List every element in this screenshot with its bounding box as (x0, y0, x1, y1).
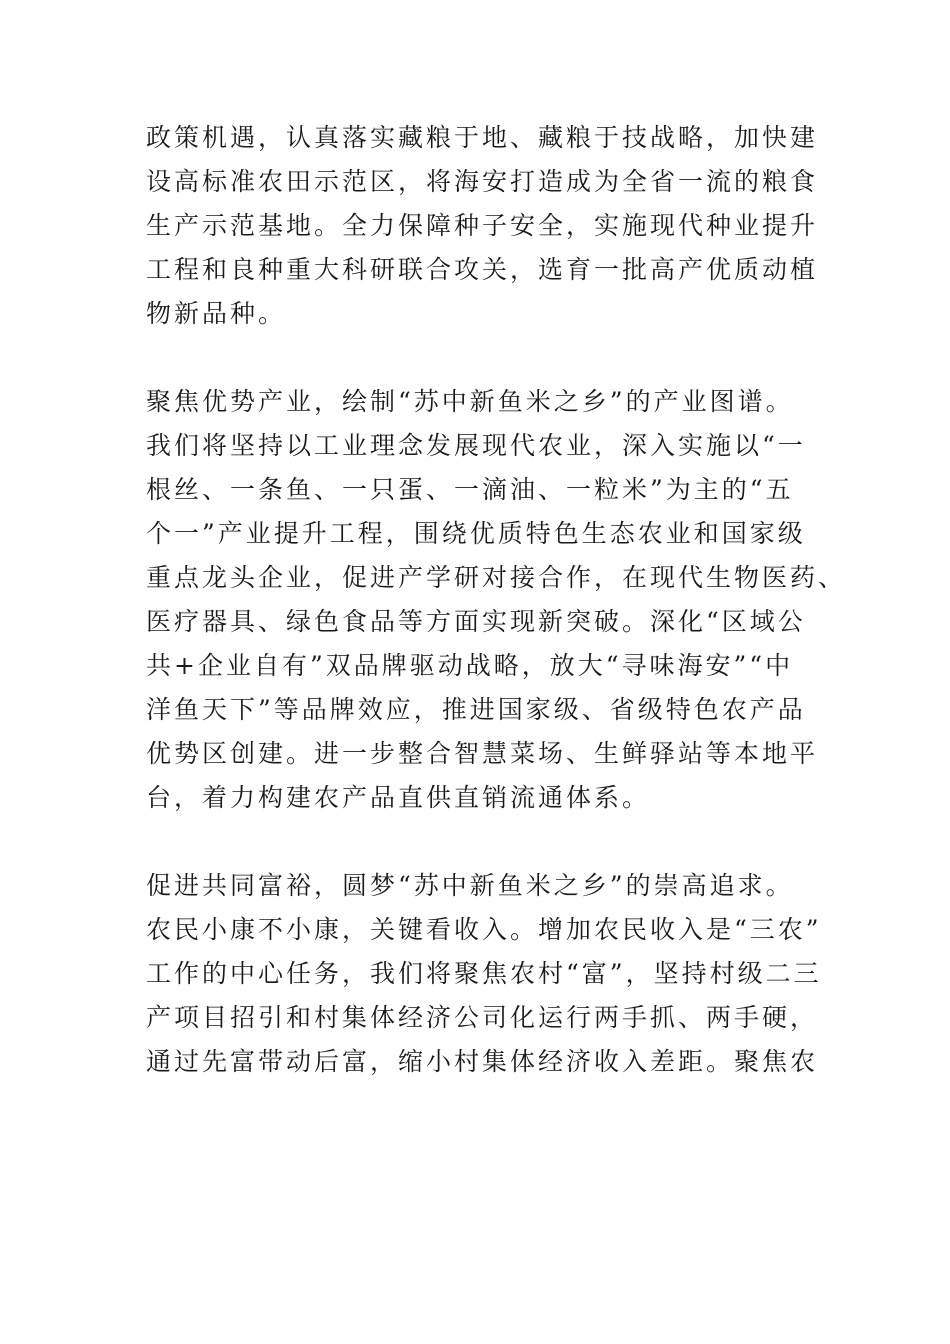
paragraph-grain-policy (146, 116, 819, 336)
text-line: 生产示范基地。全力保障种子安全，实施现代种业提升 (146, 211, 819, 240)
text-line: 我们将坚持以工业理念发展现代农业，深入实施以“一 (146, 431, 806, 460)
text-line: 农民小康不小康，关键看收入。增加农民收入是“三农” (146, 915, 822, 944)
text-line: 优势区创建。进一步整合智慧菜场、生鲜驿站等本地平 (146, 739, 819, 768)
paragraph-advantage-industry (146, 380, 847, 820)
document-body (146, 116, 847, 1128)
text-line: 根丝、一条鱼、一只蛋、一滴油、一粒米”为主的“五 (146, 475, 794, 504)
text-line: 重点龙头企业，促进产学研对接合作，在现代生物医药、 (146, 563, 847, 592)
text-line: 工程和良种重大科研联合攻关，选育一批高产优质动植 (146, 255, 819, 284)
text-line: 聚焦优势产业，绘制“苏中新鱼米之乡”的产业图谱。 (146, 387, 794, 416)
text-line: 促进共同富裕，圆梦“苏中新鱼米之乡”的崇高追求。 (146, 871, 794, 900)
text-line: 工作的中心任务，我们将聚焦农村“富”，坚持村级二三 (146, 959, 822, 988)
text-line: 个一”产业提升工程，围绕优质特色生态农业和国家级 (146, 519, 806, 548)
text-line: 产项目招引和村集体经济公司化运行两手抓、两手硬， (146, 1003, 819, 1032)
text-line: 医疗器具、绿色食品等方面实现新突破。深化“区域公 (146, 607, 806, 636)
text-line: 政策机遇，认真落实藏粮于地、藏粮于技战略，加快建 (146, 123, 819, 152)
text-line: 洋鱼天下”等品牌效应，推进国家级、省级特色农产品 (146, 695, 806, 724)
paragraph-common-prosperity (146, 864, 822, 1084)
text-line: 共+企业自有”双品牌驱动战略，放大“寻味海安”“中 (146, 651, 794, 680)
text-line: 设高标准农田示范区，将海安打造成为全省一流的粮食 (146, 167, 819, 196)
text-line: 物新品种。 (146, 299, 287, 328)
text-line: 台，着力构建农产品直供直销流通体系。 (146, 783, 651, 812)
text-line: 通过先富带动后富，缩小村集体经济收入差距。聚焦农 (146, 1047, 819, 1076)
